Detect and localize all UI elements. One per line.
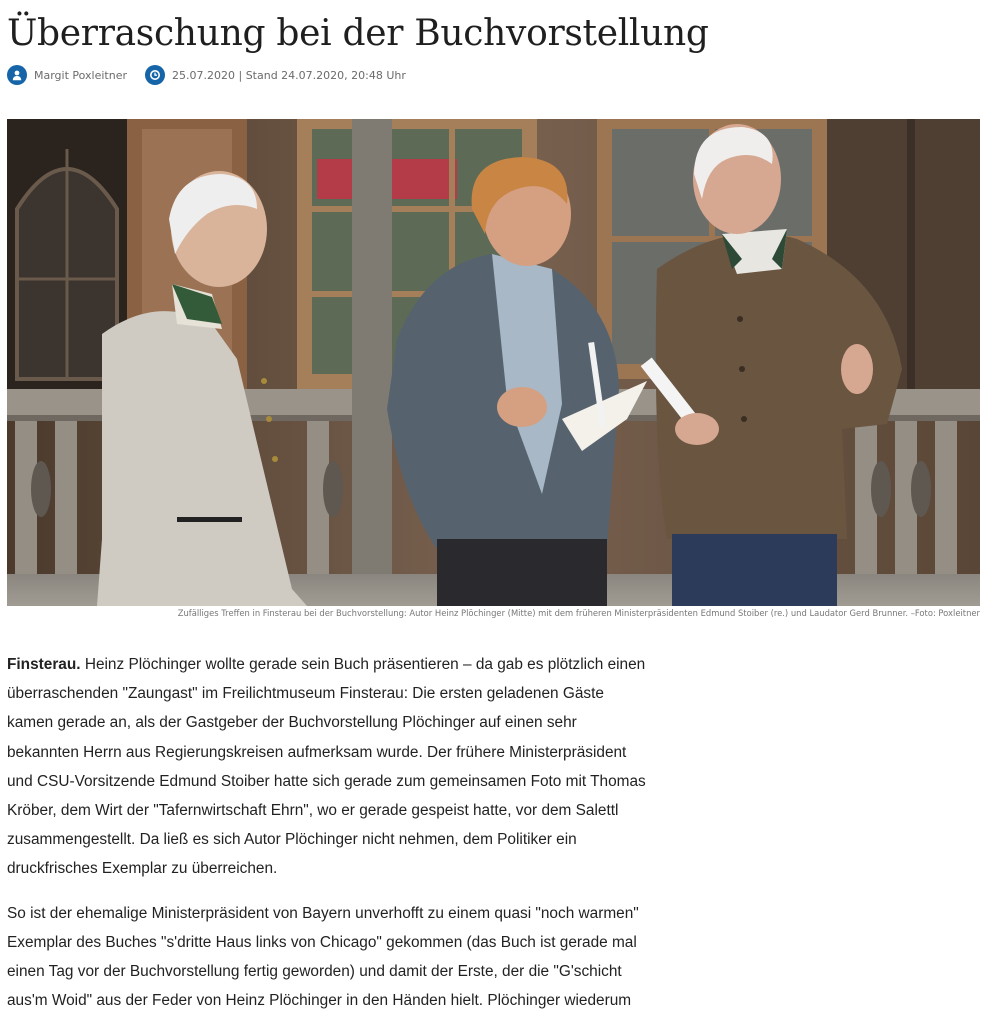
- clock-icon: [145, 65, 165, 85]
- article-body: [7, 650, 647, 1030]
- article-photo[interactable]: [7, 119, 980, 606]
- article-title: Überraschung bei der Buchvorstellung: [7, 13, 709, 54]
- paragraph-2: So ist der ehemalige Ministerpräsident von Bayern unverhofft zu einem quasi "noch warmen" Exemplar des Buches "s'dritte Haus links von Chicago" gekommen (das Buch ist gerade mal einen Tag vor der Buchvorstellung fertig geworden) und damit der Erste, der die "G'schicht aus'm Woid" aus der Feder von Heinz Plöchinger in den Händen hielt. Plöchinger wiederum: [7, 904, 639, 1010]
- person-icon: [7, 65, 27, 85]
- paragraph-1-text: Heinz Plöchinger wollte gerade sein Buch präsentieren – da gab es plötzlich einen überraschenden "Zaungast" im Freilichtmuseum Finsterau: Die ersten geladenen Gäste kamen gerade an, als der Gastgeber der Buchvorstellung Plöchinger auf einen sehr bekannten Herrn aus Regierungskreisen aufmerksam wurde. Der frühere Ministerpräsident und CSU-Vorsitzende Edmund Stoiber hatte sich gerade zum gemeinsamen Foto mit Thomas Kröber, dem Wirt der "Tafernwirtschaft Ehrn", wo er gerade gespeist hatte, vor dem Salettl zusammengestellt. Da ließ es sich Autor Plöchinger nicht nehmen, dem Politiker ein druckfrisches Exemplar zu überreichen.: [7, 656, 646, 878]
- dateline: Finsterau.: [7, 656, 81, 673]
- publish-date: 25.07.2020 | Stand 24.07.2020, 20:48 Uhr: [172, 68, 406, 82]
- article-meta: [7, 64, 406, 86]
- author-name[interactable]: Margit Poxleitner: [34, 68, 128, 82]
- paragraph-1: [7, 650, 647, 884]
- photo-caption: Zufälliges Treffen in Finsterau bei der Buchvorstellung: Autor Heinz Plöchinger (Mitte) mit dem früheren Ministerpräsidenten Edmund Stoiber (re.) und Laudator Gerd Brunner. –Foto: Poxleitner: [177, 608, 980, 618]
